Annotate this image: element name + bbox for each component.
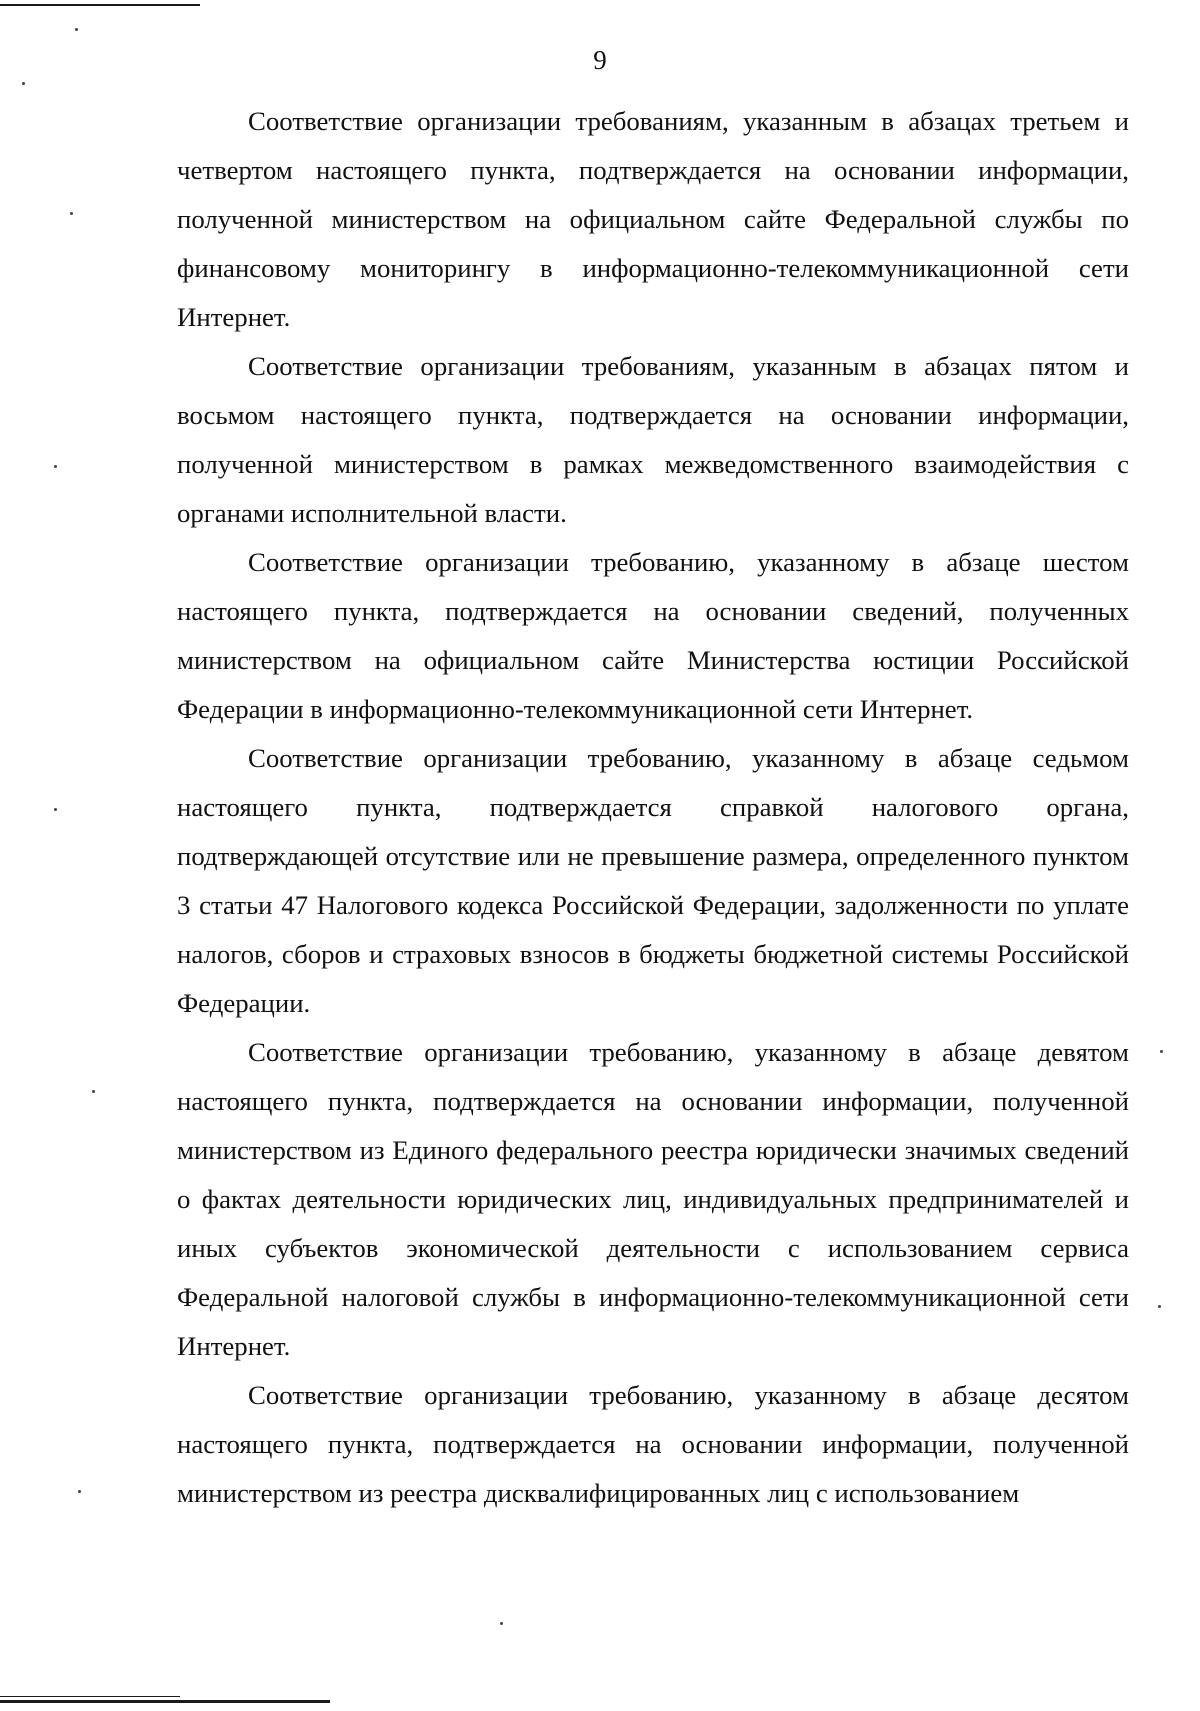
scan-speck <box>92 1090 95 1093</box>
paragraph: Соответствие организации требованию, указанному в абзаце седьмом настоящего пункта, подтверждается справкой налогового органа, подтверждающей отсутствие или не превышение размера, определенного пунктом 3 статьи 47 Налогового кодекса Российской Федерации, задолженности по уплате налогов, сборов и страховых взносов в бюджеты бюджетной системы Российской Федерации. <box>177 743 1129 1018</box>
scan-top-edge-line <box>0 4 200 6</box>
scan-speck <box>1160 1050 1163 1053</box>
scan-speck <box>75 28 78 31</box>
scan-bottom-edge-line <box>0 1700 330 1703</box>
scan-speck <box>500 1622 503 1625</box>
paragraph: Соответствие организации требованиям, указанным в абзацах третьем и четвертом настоящего пункта, подтверждается на основании информации, полученной министерством на официальном сайте Федеральной службы по финансовому мониторингу в информационно-телекоммуникационной сети Интернет. <box>177 106 1129 332</box>
scan-speck <box>70 212 73 215</box>
scan-speck <box>54 465 57 468</box>
paragraph: Соответствие организации требованиям, указанным в абзацах пятом и восьмом настоящего пункта, подтверждается на основании информации, полученной министерством в рамках межведомственного взаимодействия с органами исполнительной власти. <box>177 351 1129 528</box>
scan-speck <box>78 1490 81 1493</box>
scan-speck <box>1158 1305 1161 1308</box>
paragraph: Соответствие организации требованию, указанному в абзаце девятом настоящего пункта, подтверждается на основании информации, полученной министерством из Единого федерального реестра юридически значимых сведений о фактах деятельности юридических лиц, индивидуальных предпринимателей и иных субъектов экономической деятельности с использованием сервиса Федеральной налоговой службы в информационно-телекоммуникационной сети Интернет. <box>177 1037 1129 1361</box>
page-number: 9 <box>593 45 607 75</box>
paragraph: Соответствие организации требованию, указанному в абзаце шестом настоящего пункта, подтверждается на основании сведений, полученных министерством на официальном сайте Министерства юстиции Российской Федерации в информационно-телекоммуникационной сети Интернет. <box>177 547 1129 724</box>
paragraph: Соответствие организации требованию, указанному в абзаце десятом настоящего пункта, подтверждается на основании информации, полученной министерством из реестра дисквалифицированных лиц с использованием <box>177 1380 1129 1508</box>
scan-bottom-edge-line-thin <box>0 1696 180 1697</box>
scan-speck <box>54 808 57 811</box>
scan-speck <box>22 82 25 85</box>
document-body <box>177 97 1129 1518</box>
